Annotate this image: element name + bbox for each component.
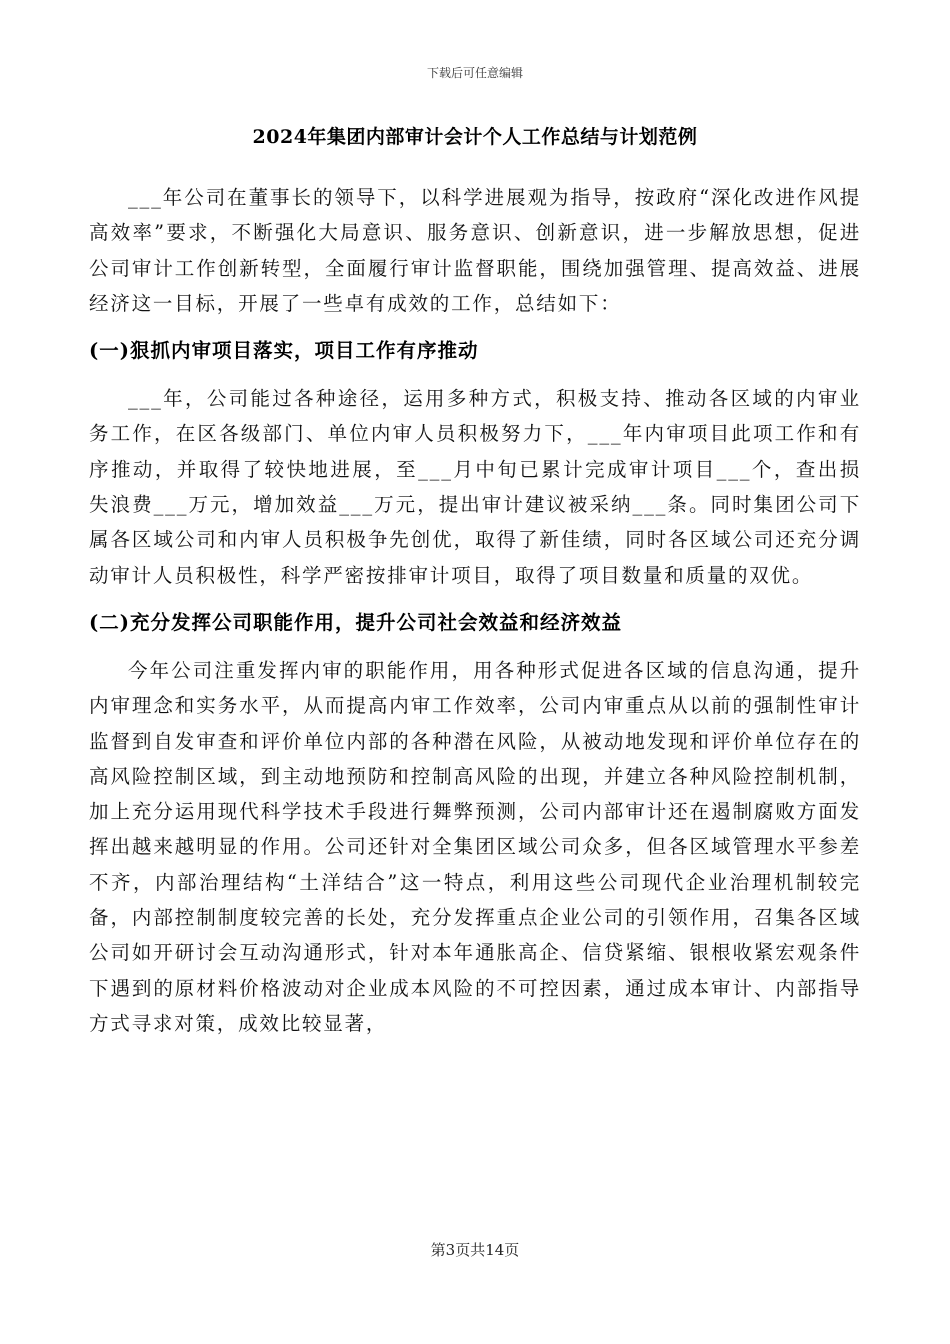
document-body [89, 180, 861, 1041]
page-header-note: 下载后可任意编辑 [426, 66, 523, 80]
document-title: 2024年集团内部审计会计个人工作总结与计划范例 [252, 126, 698, 148]
section-2-heading: (二)充分发挥公司职能作用，提升公司社会效益和经济效益 [89, 610, 622, 634]
section-1-paragraph: ___年，公司能过各种途径，运用多种方式，积极支持、推动各区域的内审业务工作，在区各级部门、单位内审人员积极努力下，___年内审项目此项工作和有序推动，并取得了较快地进展，至___月中旬已累计完成审计项目___个，查出损失浪费___万元，增加效益___万元，提出审计建议被采纳___条。同时集团公司下属各区域公司和内审人员积极争先创优，取得了新佳绩，同时各区域公司还充分调动审计人员积极性，科学严密按排审计项目，取得了项目数量和质量的双优。 [89, 387, 861, 587]
section-2-paragraph: 今年公司注重发挥内审的职能作用，用各种形式促进各区域的信息沟通，提升内审理念和实务水平，从而提高内审工作效率，公司内审重点从以前的强制性审计监督到自发审查和评价单位内部的各种潜在风险，从被动地发现和评价单位存在的高风险控制区域，到主动地预防和控制高风险的出现，并建立各种风险控制机制，加上充分运用现代科学技术手段进行舞弊预测，公司内部审计还在遏制腐败方面发挥出越来越明显的作用。公司还针对全集团区域公司众多，但各区域管理水平参差不齐，内部治理结构“土洋结合”这一特点，利用这些公司现代企业治理机制较完备，内部控制制度较完善的长处，充分发挥重点企业公司的引领作用，召集各区域公司如开研讨会互动沟通形式，针对本年通胀高企、信贷紧缩、银根收紧宏观条件下遇到的原材料价格波动对企业成本风险的不可控因素，通过成本审计、内部指导方式寻求对策，成效比较显著， [89, 658, 861, 1035]
page-number: 第3页共14页 [430, 1241, 520, 1259]
intro-paragraph: ___年公司在董事长的领导下，以科学进展观为指导，按政府“深化改进作风提高效率”要求，不断强化大局意识、服务意识、创新意识，进一步解放思想，促进公司审计工作创新转型，全面履行审计监督职能，围绕加强管理、提高效益、进展经济这一目标，开展了一些卓有成效的工作，总结如下： [89, 186, 861, 315]
section-1-heading: (一)狠抓内审项目落实，项目工作有序推动 [89, 339, 479, 363]
